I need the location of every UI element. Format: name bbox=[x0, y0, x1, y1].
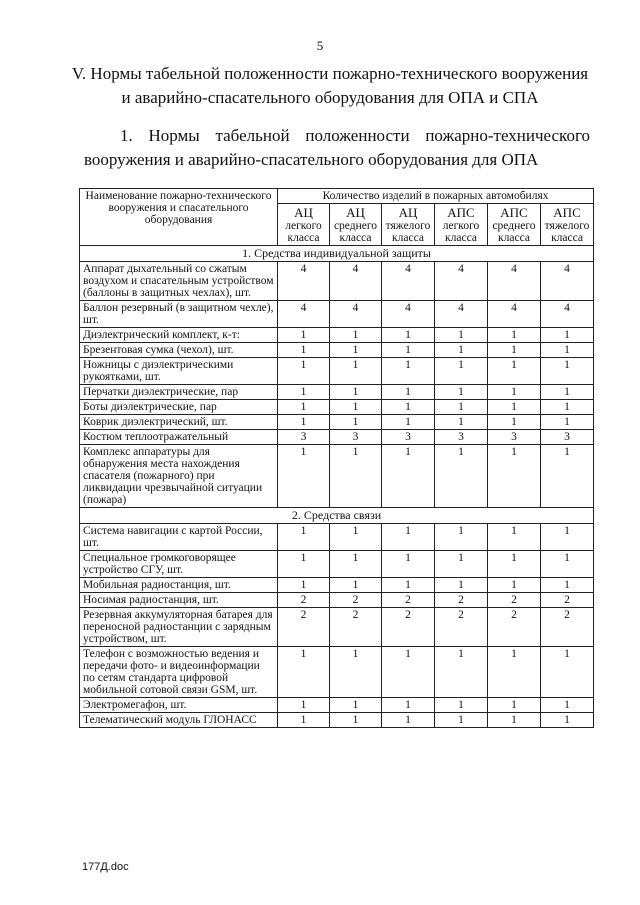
quantity-cell: 1 bbox=[382, 415, 435, 430]
table-row bbox=[80, 524, 594, 551]
vehicle-class-label: класса bbox=[551, 232, 583, 244]
table-row bbox=[80, 385, 594, 400]
quantity-cell: 1 bbox=[330, 524, 382, 551]
quantity-cell: 1 bbox=[278, 698, 330, 713]
table-row bbox=[80, 328, 594, 343]
table-row bbox=[80, 430, 594, 445]
quantity-cell: 1 bbox=[488, 358, 541, 385]
table-row bbox=[80, 415, 594, 430]
vehicle-class-label: легкого bbox=[285, 220, 322, 232]
quantity-cell: 1 bbox=[435, 647, 488, 698]
vehicle-class-label: класса bbox=[287, 232, 320, 244]
vehicle-class-label: среднего bbox=[333, 220, 378, 232]
quantity-cell: 1 bbox=[488, 343, 541, 358]
quantity-cell: 1 bbox=[330, 400, 382, 415]
table-row bbox=[80, 262, 594, 301]
quantity-cell: 3 bbox=[278, 430, 330, 445]
quantity-cell: 1 bbox=[330, 445, 382, 508]
vehicle-class-label: легкого bbox=[442, 220, 480, 232]
quantity-cell: 2 bbox=[330, 608, 382, 647]
quantity-cell: 1 bbox=[278, 385, 330, 400]
item-name-cell: Боты диэлектрические, пар bbox=[80, 400, 278, 415]
item-name-cell: Электромегафон, шт. bbox=[80, 698, 278, 713]
quantity-cell: 1 bbox=[382, 400, 435, 415]
section-subtitle bbox=[84, 124, 590, 172]
subtitle-word: пожарно-технического bbox=[425, 126, 590, 145]
item-name-cell: Комплекс аппаратуры для обнаружения места нахождения спасателя (пожарного) при ликвидации чрезвычайной ситуации (пожара) bbox=[80, 445, 278, 508]
quantity-cell: 1 bbox=[435, 343, 488, 358]
quantity-cell: 1 bbox=[278, 578, 330, 593]
quantity-cell: 2 bbox=[488, 608, 541, 647]
vehicle-class-label: среднего bbox=[492, 220, 536, 232]
quantity-cell: 1 bbox=[488, 698, 541, 713]
quantity-cell: 1 bbox=[541, 647, 594, 698]
quantity-cell: 1 bbox=[382, 578, 435, 593]
vehicle-class-label: класса bbox=[445, 232, 477, 244]
quantity-cell: 1 bbox=[435, 578, 488, 593]
vehicle-class-label: класса bbox=[392, 232, 424, 244]
quantity-cell: 1 bbox=[488, 647, 541, 698]
table-row bbox=[80, 551, 594, 578]
quantity-cell: 2 bbox=[278, 608, 330, 647]
quantity-cell: 1 bbox=[278, 445, 330, 508]
quantity-cell: 4 bbox=[435, 262, 488, 301]
vehicle-type-label: АЦ bbox=[346, 205, 365, 220]
table-row bbox=[80, 358, 594, 385]
quantity-cell: 1 bbox=[488, 445, 541, 508]
quantity-cell: 1 bbox=[330, 343, 382, 358]
quantity-cell: 1 bbox=[435, 358, 488, 385]
quantity-cell: 2 bbox=[541, 593, 594, 608]
quantity-cell: 1 bbox=[541, 445, 594, 508]
table-row bbox=[80, 400, 594, 415]
quantity-cell: 4 bbox=[435, 301, 488, 328]
footer-filename: 177Д.doc bbox=[82, 861, 129, 873]
quantity-cell: 2 bbox=[330, 593, 382, 608]
quantity-cell: 1 bbox=[278, 415, 330, 430]
section-subtitle-line2: вооружения и аварийно-спасательного оборудования для ОПА bbox=[84, 150, 539, 169]
item-name-cell: Перчатки диэлектрические, пар bbox=[80, 385, 278, 400]
quantity-cell: 1 bbox=[382, 698, 435, 713]
subtitle-word: табельной bbox=[215, 126, 290, 145]
section-row bbox=[80, 246, 594, 262]
quantity-cell: 1 bbox=[330, 328, 382, 343]
quantity-cell: 1 bbox=[488, 551, 541, 578]
vehicle-type-label: АПС bbox=[447, 205, 475, 220]
quantity-cell: 1 bbox=[330, 358, 382, 385]
item-name-cell: Носимая радиостанция, шт. bbox=[80, 593, 278, 608]
item-name-cell: Телефон с возможностью ведения и передачи фото- и видеоинформации по сетям стандарта цифровой мобильной сотовой связи GSM, шт. bbox=[80, 647, 278, 698]
quantity-cell: 1 bbox=[435, 445, 488, 508]
quantity-cell: 1 bbox=[382, 647, 435, 698]
vehicle-class-label: тяжелого bbox=[544, 220, 590, 232]
quantity-cell: 1 bbox=[278, 328, 330, 343]
table-row bbox=[80, 608, 594, 647]
quantity-cell: 1 bbox=[382, 713, 435, 728]
quantity-cell: 1 bbox=[541, 524, 594, 551]
item-name-cell: Аппарат дыхательный со сжатым воздухом и спасательным устройством (баллоны в защитных чехлах), шт. bbox=[80, 262, 278, 301]
table-row bbox=[80, 713, 594, 728]
table-row bbox=[80, 445, 594, 508]
quantity-cell: 1 bbox=[382, 328, 435, 343]
quantity-cell: 4 bbox=[330, 301, 382, 328]
quantity-cell: 1 bbox=[330, 647, 382, 698]
quantity-cell: 1 bbox=[541, 415, 594, 430]
quantity-cell: 1 bbox=[330, 415, 382, 430]
table-body bbox=[80, 246, 594, 728]
quantity-cell: 1 bbox=[330, 713, 382, 728]
quantity-cell: 3 bbox=[382, 430, 435, 445]
header-quantity-group: Количество изделий в пожарных автомобилях bbox=[278, 189, 594, 204]
quantity-cell: 2 bbox=[435, 593, 488, 608]
table-row bbox=[80, 698, 594, 713]
quantity-cell: 1 bbox=[488, 415, 541, 430]
page-number: 5 bbox=[316, 38, 324, 53]
quantity-cell: 1 bbox=[382, 385, 435, 400]
section-title: 2. Средства связи bbox=[80, 508, 594, 524]
quantity-cell: 2 bbox=[382, 593, 435, 608]
quantity-cell: 1 bbox=[330, 578, 382, 593]
header-vehicle-column bbox=[278, 204, 330, 246]
item-name-cell: Костюм теплоотражательный bbox=[80, 430, 278, 445]
quantity-cell: 4 bbox=[488, 262, 541, 301]
page-title-line2: и аварийно-спасательного оборудования для ОПА и СПА bbox=[121, 88, 539, 107]
quantity-cell: 1 bbox=[278, 551, 330, 578]
quantity-cell: 1 bbox=[541, 713, 594, 728]
quantity-cell: 1 bbox=[382, 524, 435, 551]
quantity-cell: 1 bbox=[278, 343, 330, 358]
quantity-cell: 4 bbox=[278, 301, 330, 328]
quantity-cell: 1 bbox=[541, 578, 594, 593]
quantity-cell: 1 bbox=[541, 698, 594, 713]
quantity-cell: 3 bbox=[330, 430, 382, 445]
quantity-cell: 1 bbox=[435, 698, 488, 713]
quantity-cell: 1 bbox=[435, 415, 488, 430]
page-title bbox=[70, 62, 590, 110]
table-row bbox=[80, 301, 594, 328]
item-name-cell: Специальное громкоговорящее устройство СГУ, шт. bbox=[80, 551, 278, 578]
quantity-cell: 1 bbox=[435, 400, 488, 415]
quantity-cell: 2 bbox=[488, 593, 541, 608]
item-name-cell: Баллон резервный (в защитном чехле), шт. bbox=[80, 301, 278, 328]
quantity-cell: 4 bbox=[330, 262, 382, 301]
header-vehicle-column bbox=[435, 204, 488, 246]
quantity-cell: 1 bbox=[278, 358, 330, 385]
item-name-cell: Брезентовая сумка (чехол), шт. bbox=[80, 343, 278, 358]
vehicle-type-label: АЦ bbox=[294, 205, 313, 220]
quantity-cell: 1 bbox=[541, 400, 594, 415]
quantity-cell: 1 bbox=[330, 698, 382, 713]
quantity-cell: 1 bbox=[488, 713, 541, 728]
subtitle-word: положенности bbox=[305, 126, 410, 145]
quantity-cell: 1 bbox=[488, 400, 541, 415]
quantity-cell: 1 bbox=[435, 524, 488, 551]
quantity-cell: 1 bbox=[488, 385, 541, 400]
quantity-cell: 1 bbox=[330, 385, 382, 400]
quantity-cell: 1 bbox=[278, 524, 330, 551]
header-vehicle-column bbox=[541, 204, 594, 246]
quantity-cell: 2 bbox=[382, 608, 435, 647]
quantity-cell: 1 bbox=[382, 445, 435, 508]
quantity-cell: 1 bbox=[435, 713, 488, 728]
quantity-cell: 1 bbox=[435, 551, 488, 578]
quantity-cell: 1 bbox=[278, 713, 330, 728]
quantity-cell: 1 bbox=[278, 647, 330, 698]
table-row bbox=[80, 578, 594, 593]
quantity-cell: 1 bbox=[435, 328, 488, 343]
quantity-cell: 4 bbox=[382, 301, 435, 328]
quantity-cell: 4 bbox=[541, 301, 594, 328]
subtitle-word: Нормы bbox=[148, 126, 200, 145]
quantity-cell: 3 bbox=[488, 430, 541, 445]
quantity-cell: 3 bbox=[435, 430, 488, 445]
header-vehicle-column bbox=[382, 204, 435, 246]
quantity-cell: 1 bbox=[488, 524, 541, 551]
header-item-name: Наименование пожарно-технического вооружения и спасательного оборудования bbox=[80, 189, 278, 246]
item-name-cell: Мобильная радиостанция, шт. bbox=[80, 578, 278, 593]
quantity-cell: 1 bbox=[541, 343, 594, 358]
vehicle-class-label: класса bbox=[498, 232, 530, 244]
vehicle-type-label: АЦ bbox=[398, 205, 418, 220]
quantity-cell: 1 bbox=[488, 578, 541, 593]
subtitle-word: 1. bbox=[120, 126, 133, 145]
item-name-cell: Резервная аккумуляторная батарея для переносной радиостанции с зарядным устройством, шт. bbox=[80, 608, 278, 647]
vehicle-class-label: тяжелого bbox=[385, 220, 431, 232]
header-vehicle-column bbox=[330, 204, 382, 246]
vehicle-type-label: АПС bbox=[553, 205, 581, 220]
quantity-cell: 1 bbox=[541, 385, 594, 400]
table-row bbox=[80, 343, 594, 358]
table-row bbox=[80, 593, 594, 608]
quantity-cell: 1 bbox=[382, 358, 435, 385]
item-name-cell: Диэлектрический комплект, к-т: bbox=[80, 328, 278, 343]
quantity-cell: 2 bbox=[435, 608, 488, 647]
vehicle-type-label: АПС bbox=[500, 205, 528, 220]
quantity-cell: 1 bbox=[488, 328, 541, 343]
quantity-cell: 3 bbox=[541, 430, 594, 445]
quantity-cell: 1 bbox=[330, 551, 382, 578]
quantity-cell: 2 bbox=[278, 593, 330, 608]
table-row bbox=[80, 647, 594, 698]
section-title: 1. Средства индивидуальной защиты bbox=[80, 246, 594, 262]
quantity-cell: 1 bbox=[278, 400, 330, 415]
section-subtitle-line1 bbox=[84, 124, 590, 148]
quantity-cell: 4 bbox=[382, 262, 435, 301]
header-vehicle-column bbox=[488, 204, 541, 246]
quantity-cell: 1 bbox=[541, 551, 594, 578]
item-name-cell: Система навигации с картой России, шт. bbox=[80, 524, 278, 551]
quantity-cell: 1 bbox=[382, 551, 435, 578]
quantity-cell: 1 bbox=[541, 328, 594, 343]
quantity-cell: 4 bbox=[278, 262, 330, 301]
section-row bbox=[80, 508, 594, 524]
quantity-cell: 1 bbox=[541, 358, 594, 385]
quantity-cell: 1 bbox=[382, 343, 435, 358]
quantity-cell: 1 bbox=[435, 385, 488, 400]
vehicle-class-label: класса bbox=[339, 232, 372, 244]
page-title-line1: V. Нормы табельной положенности пожарно-технического вооружения bbox=[71, 64, 589, 83]
quantity-cell: 4 bbox=[488, 301, 541, 328]
quantity-cell: 4 bbox=[541, 262, 594, 301]
quantity-cell: 2 bbox=[541, 608, 594, 647]
item-name-cell: Ножницы с диэлектрическими рукоятками, шт. bbox=[80, 358, 278, 385]
norms-table bbox=[79, 188, 594, 728]
item-name-cell: Коврик диэлектрический, шт. bbox=[80, 415, 278, 430]
item-name-cell: Телематический модуль ГЛОНАСС bbox=[80, 713, 278, 728]
